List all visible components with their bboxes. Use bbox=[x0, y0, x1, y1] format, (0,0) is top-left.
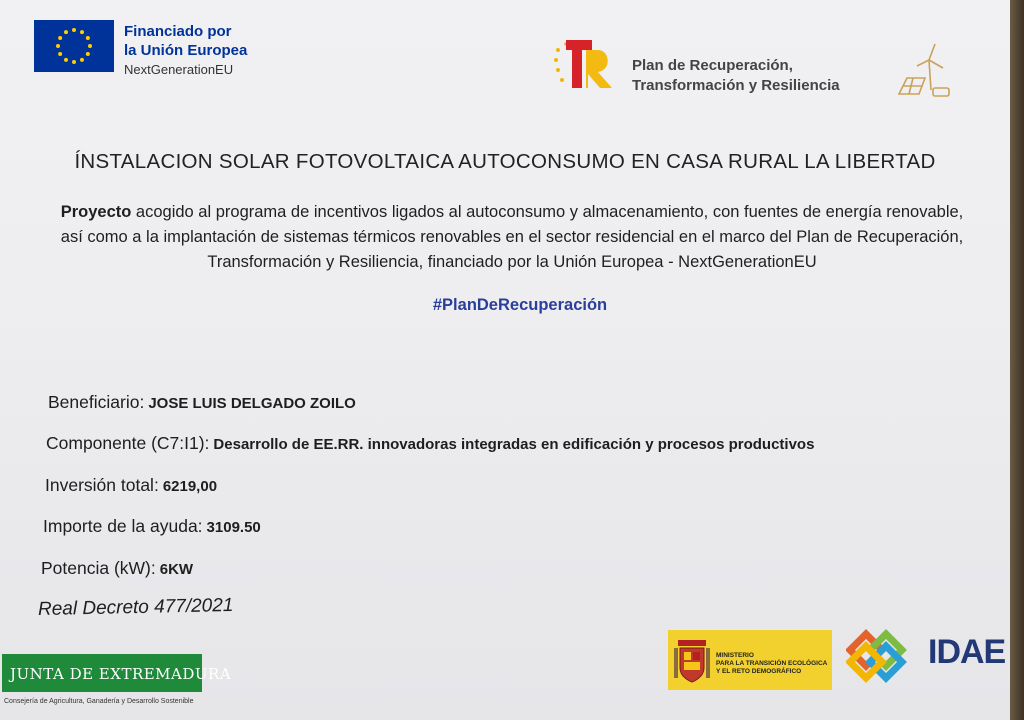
eu-star bbox=[86, 36, 90, 40]
project-description bbox=[52, 200, 972, 275]
project-body: acogido al programa de incentivos ligados al autoconsumo y almacenamiento, con fuentes de energía renovable, así como a la implantación de sistemas térmicos renovables en el sector residencial en el marco del Plan de Recuperación, Transformación y Resiliencia, financiado por la Unión Europea - NextGenerationEU bbox=[60, 203, 964, 271]
idae-name: IDAE bbox=[928, 633, 1006, 671]
beneficiario-label: Beneficiario: bbox=[48, 392, 145, 412]
prtr-logo-icon bbox=[552, 36, 618, 92]
eu-line1: Financiado por bbox=[124, 23, 232, 40]
junta-subtitle: Consejería de Agricultura, Ganadería y Desarrollo Sostenible bbox=[4, 698, 194, 705]
componente-label: Componente (C7:I1): bbox=[46, 433, 210, 453]
potencia-value: 6KW bbox=[159, 561, 194, 578]
eu-star bbox=[72, 60, 76, 64]
junta-name: JUNTA DE EXTREMADURA bbox=[10, 665, 232, 683]
ayuda-label: Importe de la ayuda: bbox=[43, 516, 203, 536]
idae-logo-icon bbox=[846, 626, 922, 686]
eu-flag-icon bbox=[34, 20, 114, 72]
inversion-label: Inversión total: bbox=[45, 475, 159, 495]
eu-star bbox=[86, 52, 90, 56]
ministerio-line1: MINISTERIO bbox=[716, 652, 754, 659]
ministerio-text bbox=[716, 652, 827, 676]
real-decreto: Real Decreto 477/2021 bbox=[37, 594, 234, 621]
componente-value: Desarrollo de EE.RR. innovadoras integradas en edificación y procesos productivos bbox=[213, 436, 815, 453]
potencia-label: Potencia (kW): bbox=[41, 558, 156, 578]
eu-star bbox=[80, 58, 84, 62]
background-edge bbox=[1010, 0, 1024, 720]
beneficiario-row bbox=[48, 392, 356, 413]
hashtag: #PlanDeRecuperación bbox=[432, 296, 608, 314]
eu-star bbox=[64, 30, 68, 34]
eu-star bbox=[56, 44, 60, 48]
project-lead: Proyecto bbox=[60, 203, 132, 221]
eu-funding-text bbox=[124, 22, 247, 60]
ministerio-line3: Y EL RETO DEMOGRÁFICO bbox=[716, 668, 802, 675]
inversion-row bbox=[45, 475, 217, 496]
potencia-row bbox=[41, 558, 193, 579]
prtr-line1: Plan de Recuperación, bbox=[632, 57, 793, 74]
page-title: ÍNSTALACION SOLAR FOTOVOLTAICA AUTOCONSUMO EN CASA RURAL LA LIBERTAD bbox=[74, 150, 936, 173]
beneficiario-value: JOSE LUIS DELGADO ZOILO bbox=[148, 395, 356, 412]
eu-star bbox=[80, 30, 84, 34]
coat-of-arms-icon bbox=[674, 638, 710, 684]
prtr-text bbox=[632, 56, 840, 96]
ayuda-value: 3109.50 bbox=[206, 519, 261, 536]
eu-star bbox=[72, 28, 76, 32]
eu-line2: la Unión Europea bbox=[124, 42, 248, 59]
ayuda-row bbox=[43, 516, 261, 537]
eu-star bbox=[58, 36, 62, 40]
componente-row bbox=[46, 433, 814, 454]
prtr-line2: Transformación y Resiliencia bbox=[632, 77, 840, 94]
eu-star bbox=[58, 52, 62, 56]
ministerio-line2: PARA LA TRANSICIÓN ECOLÓGICA bbox=[716, 660, 828, 667]
renewable-energy-icon bbox=[893, 40, 957, 102]
inversion-value: 6219,00 bbox=[162, 478, 218, 495]
eu-star bbox=[88, 44, 92, 48]
eu-nextgen: NextGenerationEU bbox=[124, 62, 234, 77]
eu-star bbox=[64, 58, 68, 62]
